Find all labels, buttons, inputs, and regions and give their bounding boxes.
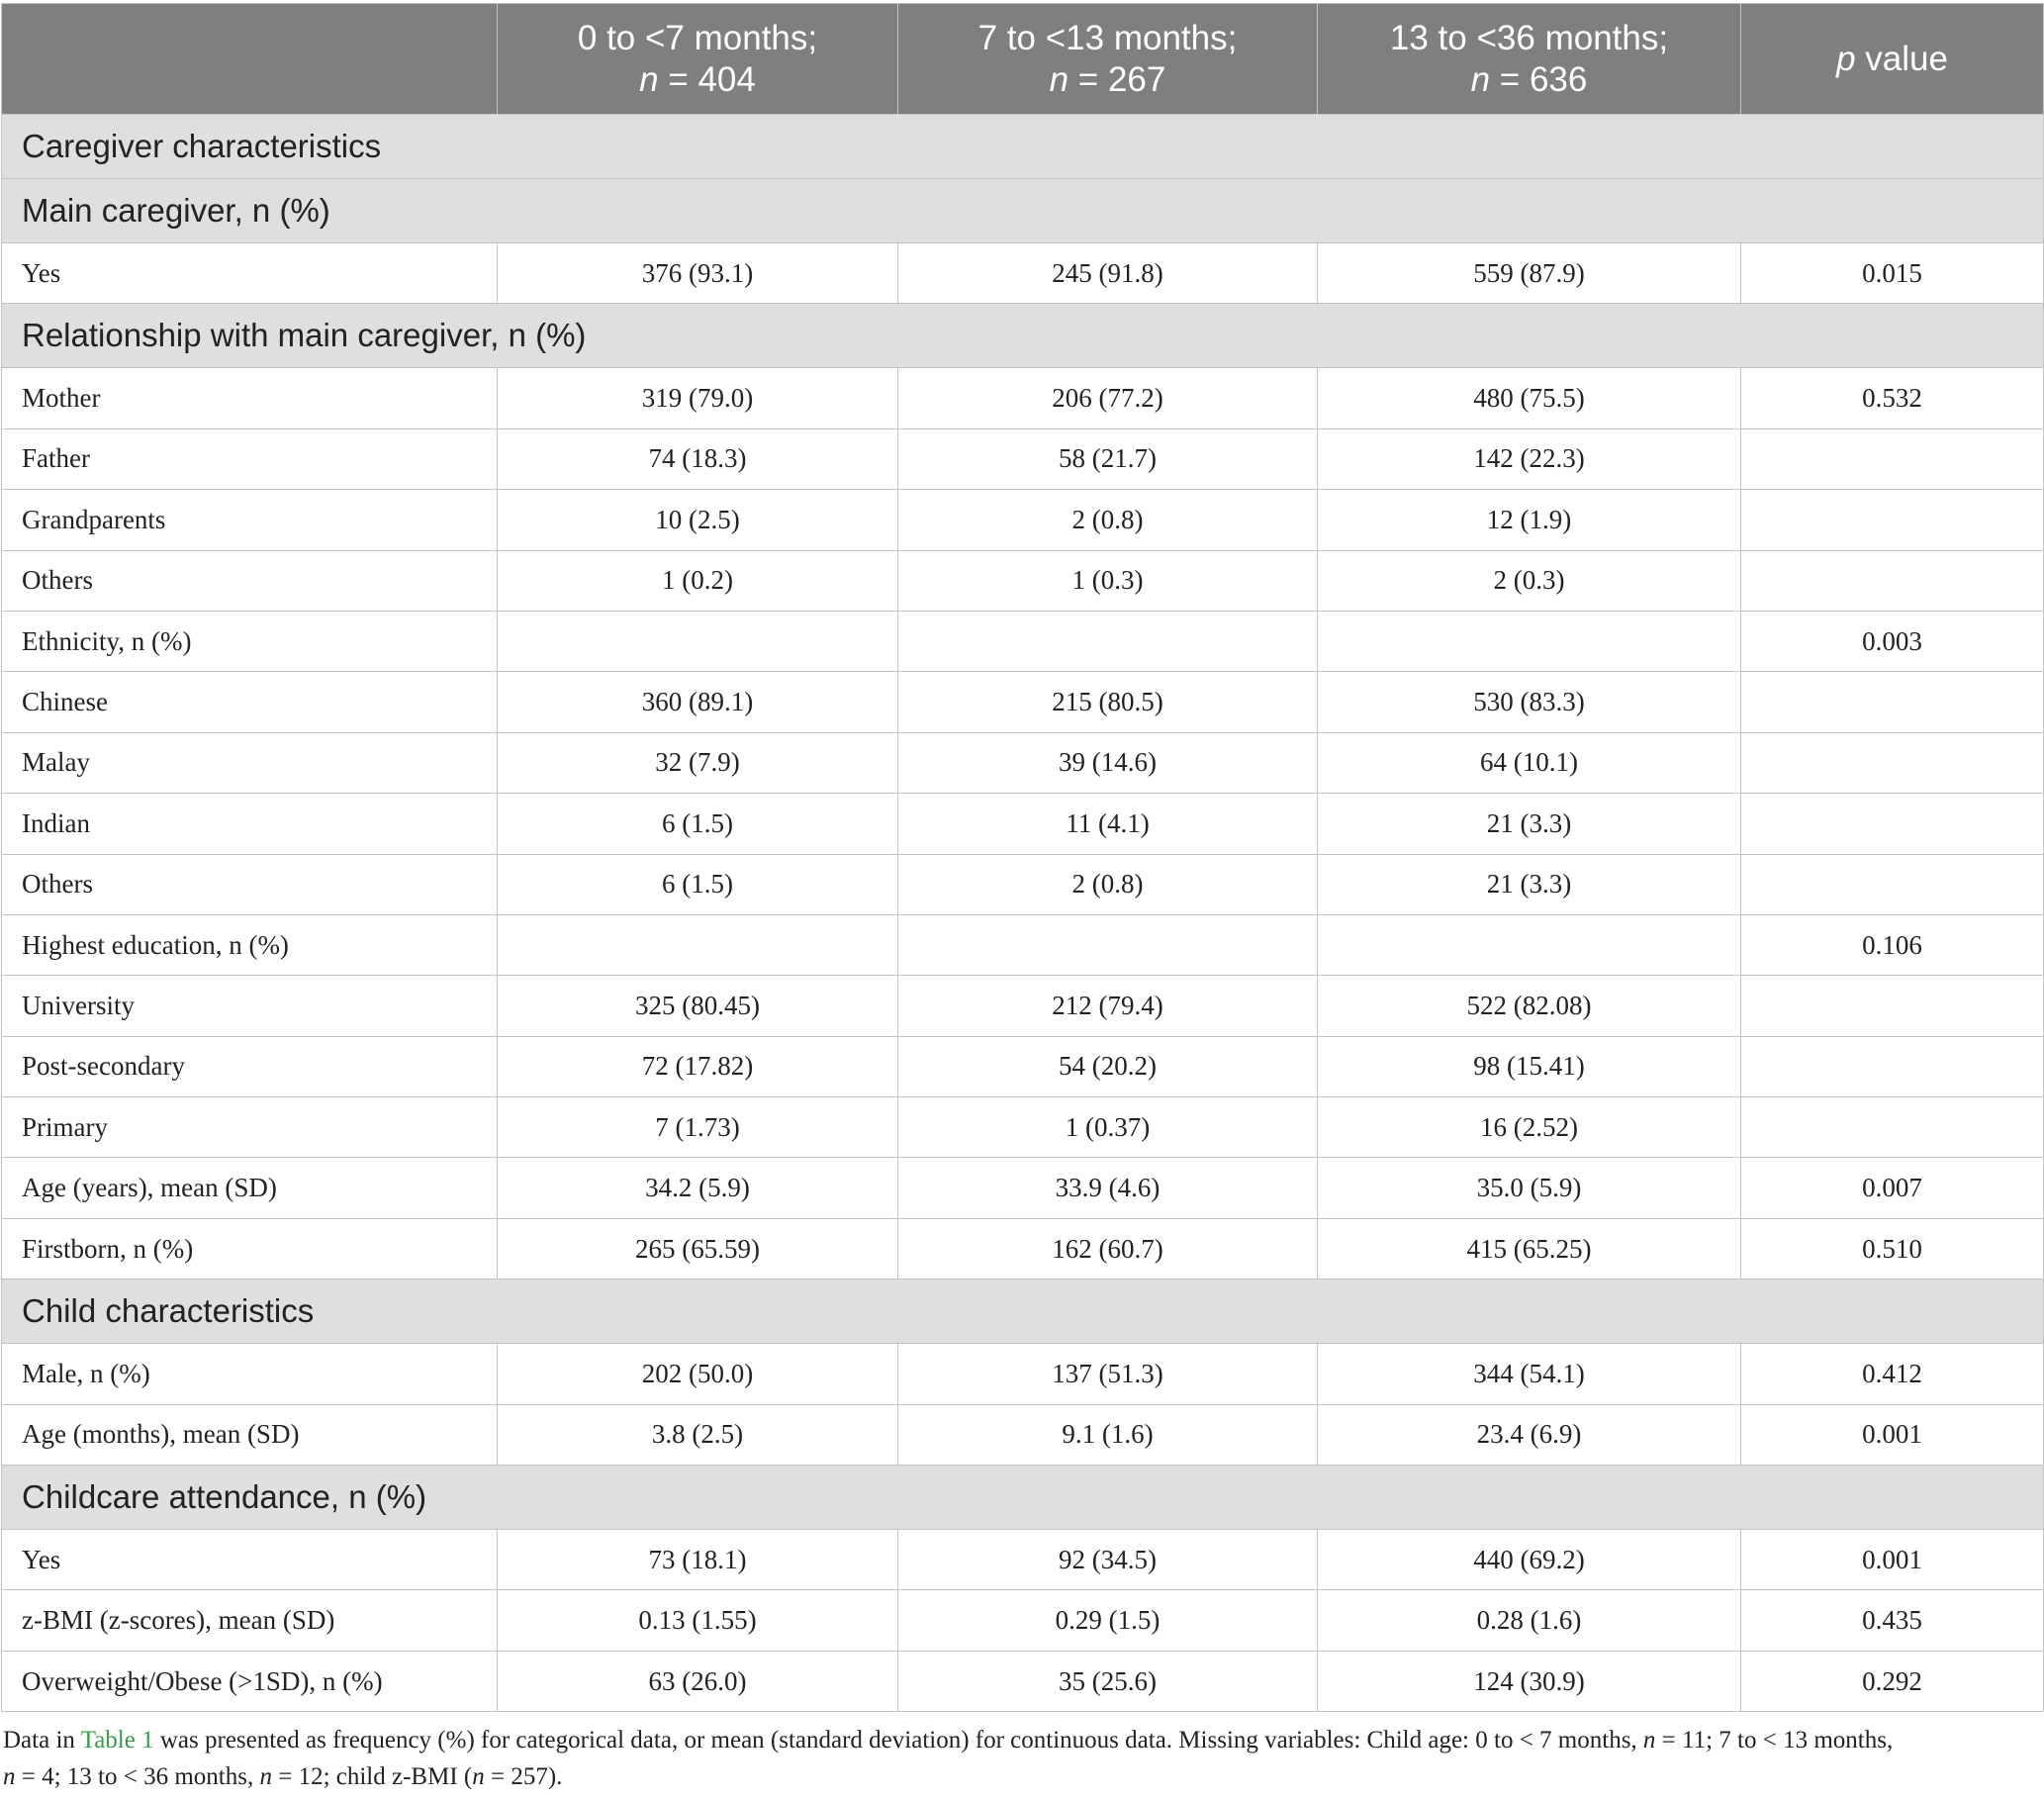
header-col2-range: 7 to <13 months;: [977, 18, 1238, 57]
row-label: Chinese: [2, 672, 498, 732]
cell-7-13-months: 33.9 (4.6): [898, 1158, 1318, 1218]
cell-p-value: 0.001: [1741, 1530, 2044, 1590]
cell-7-13-months: 35 (25.6): [898, 1651, 1318, 1711]
table-row: [2, 1158, 2044, 1218]
cell-7-13-months: 212 (79.4): [898, 976, 1318, 1036]
cell-0-7-months: 7 (1.73): [498, 1097, 898, 1158]
row-label: Ethnicity, n (%): [2, 611, 498, 671]
section-title: Main caregiver, n (%): [2, 179, 2044, 243]
section-title: Child characteristics: [2, 1279, 2044, 1344]
header-col3-n-value: = 636: [1490, 59, 1588, 99]
footnote-n-symbol: n: [259, 1763, 272, 1790]
cell-0-7-months: 202 (50.0): [498, 1344, 898, 1404]
cell-13-36-months: [1318, 611, 1741, 671]
row-label: Mother: [2, 368, 498, 428]
cell-7-13-months: 2 (0.8): [898, 854, 1318, 914]
cell-0-7-months: [498, 914, 898, 975]
header-col-7-13-months: [898, 4, 1318, 115]
section-header-row: [2, 115, 2044, 179]
cell-7-13-months: 1 (0.3): [898, 550, 1318, 611]
table-row: [2, 490, 2044, 550]
cell-13-36-months: 480 (75.5): [1318, 368, 1741, 428]
row-label: Primary: [2, 1097, 498, 1158]
footnote-n-symbol: n: [1642, 1727, 1656, 1753]
cell-13-36-months: 12 (1.9): [1318, 490, 1741, 550]
cell-p-value: [1741, 854, 2044, 914]
table-row: [2, 1036, 2044, 1096]
section-header-row: [2, 179, 2044, 243]
footnote-text: was presented as frequency (%) for categorical data, or mean (standard deviation) for continuous data. Missing variables: Child age: 0 to < 7 months,: [153, 1727, 1643, 1753]
cell-0-7-months: 73 (18.1): [498, 1530, 898, 1590]
footnote-text: = 257).: [484, 1763, 563, 1790]
cell-7-13-months: 137 (51.3): [898, 1344, 1318, 1404]
table-row: [2, 914, 2044, 975]
header-col1-range: 0 to <7 months;: [577, 18, 818, 57]
cell-7-13-months: 92 (34.5): [898, 1530, 1318, 1590]
cell-7-13-months: 58 (21.7): [898, 428, 1318, 489]
table-1-link[interactable]: Table 1: [80, 1727, 154, 1753]
cell-13-36-months: 440 (69.2): [1318, 1530, 1741, 1590]
table-header: [2, 4, 2044, 115]
header-col3-range: 13 to <36 months;: [1389, 18, 1669, 57]
cell-7-13-months: 39 (14.6): [898, 732, 1318, 793]
cell-0-7-months: 6 (1.5): [498, 854, 898, 914]
section-title: Relationship with main caregiver, n (%): [2, 304, 2044, 368]
cell-p-value: 0.106: [1741, 914, 2044, 975]
table-row: [2, 1344, 2044, 1404]
table-row: [2, 550, 2044, 611]
header-label-col: [2, 4, 498, 115]
cell-7-13-months: 9.1 (1.6): [898, 1404, 1318, 1465]
cell-13-36-months: 142 (22.3): [1318, 428, 1741, 489]
footnote-n-symbol: n: [472, 1763, 485, 1790]
row-label: Malay: [2, 732, 498, 793]
footnote-text: = 12; child z-BMI (: [271, 1763, 473, 1790]
cell-0-7-months: 10 (2.5): [498, 490, 898, 550]
table-row: [2, 976, 2044, 1036]
row-label: Age (years), mean (SD): [2, 1158, 498, 1218]
cell-13-36-months: 21 (3.3): [1318, 794, 1741, 854]
cell-0-7-months: 74 (18.3): [498, 428, 898, 489]
header-col2-n-value: = 267: [1068, 59, 1166, 99]
cell-p-value: 0.007: [1741, 1158, 2044, 1218]
cell-0-7-months: 319 (79.0): [498, 368, 898, 428]
cell-p-value: 0.532: [1741, 368, 2044, 428]
table-row: [2, 672, 2044, 732]
section-title: Caregiver characteristics: [2, 115, 2044, 179]
table-row: [2, 368, 2044, 428]
cell-13-36-months: 415 (65.25): [1318, 1218, 1741, 1279]
cell-p-value: 0.510: [1741, 1218, 2044, 1279]
table-row: [2, 1218, 2044, 1279]
row-label: Overweight/Obese (>1SD), n (%): [2, 1651, 498, 1711]
header-col2-n-symbol: n: [1049, 59, 1069, 99]
row-label: Indian: [2, 794, 498, 854]
cell-0-7-months: 72 (17.82): [498, 1036, 898, 1096]
header-p-label: value: [1855, 39, 1948, 78]
cell-p-value: 0.001: [1741, 1404, 2044, 1465]
cell-p-value: [1741, 1097, 2044, 1158]
row-label: Age (months), mean (SD): [2, 1404, 498, 1465]
cell-7-13-months: [898, 611, 1318, 671]
footnote-text: = 4; 13 to < 36 months,: [15, 1763, 260, 1790]
table-row: [2, 1097, 2044, 1158]
cell-13-36-months: 344 (54.1): [1318, 1344, 1741, 1404]
section-header-row: [2, 304, 2044, 368]
cell-13-36-months: 530 (83.3): [1318, 672, 1741, 732]
cell-13-36-months: 64 (10.1): [1318, 732, 1741, 793]
cell-7-13-months: 0.29 (1.5): [898, 1590, 1318, 1651]
cell-0-7-months: 34.2 (5.9): [498, 1158, 898, 1218]
table-row: [2, 854, 2044, 914]
cell-p-value: [1741, 732, 2044, 793]
footnote-n-symbol: n: [3, 1763, 16, 1790]
cell-13-36-months: 124 (30.9): [1318, 1651, 1741, 1711]
cell-13-36-months: 35.0 (5.9): [1318, 1158, 1741, 1218]
footnote-text: = 11; 7 to < 13 months,: [1655, 1727, 1894, 1753]
cell-7-13-months: 2 (0.8): [898, 490, 1318, 550]
cell-p-value: [1741, 1036, 2044, 1096]
cell-7-13-months: 245 (91.8): [898, 243, 1318, 304]
section-header-row: [2, 1279, 2044, 1344]
table-row: [2, 732, 2044, 793]
cell-13-36-months: 559 (87.9): [1318, 243, 1741, 304]
data-table: [1, 3, 2044, 1712]
section-title: Childcare attendance, n (%): [2, 1466, 2044, 1530]
cell-p-value: [1741, 794, 2044, 854]
cell-13-36-months: [1318, 914, 1741, 975]
table-row: [2, 428, 2044, 489]
table-body: [2, 115, 2044, 1712]
header-col-13-36-months: [1318, 4, 1741, 115]
cell-p-value: [1741, 428, 2044, 489]
row-label: Post-secondary: [2, 1036, 498, 1096]
cell-0-7-months: 376 (93.1): [498, 243, 898, 304]
cell-13-36-months: 21 (3.3): [1318, 854, 1741, 914]
cell-p-value: 0.015: [1741, 243, 2044, 304]
cell-0-7-months: 63 (26.0): [498, 1651, 898, 1711]
table-row: [2, 1530, 2044, 1590]
table-row: [2, 611, 2044, 671]
cell-0-7-months: 3.8 (2.5): [498, 1404, 898, 1465]
cell-13-36-months: 2 (0.3): [1318, 550, 1741, 611]
cell-7-13-months: 11 (4.1): [898, 794, 1318, 854]
row-label: z-BMI (z-scores), mean (SD): [2, 1590, 498, 1651]
cell-13-36-months: 16 (2.52): [1318, 1097, 1741, 1158]
cell-7-13-months: 215 (80.5): [898, 672, 1318, 732]
cell-7-13-months: 54 (20.2): [898, 1036, 1318, 1096]
footnote-text: Data in: [3, 1727, 81, 1753]
cell-7-13-months: 162 (60.7): [898, 1218, 1318, 1279]
row-label: Father: [2, 428, 498, 489]
cell-0-7-months: 325 (80.45): [498, 976, 898, 1036]
cell-0-7-months: 0.13 (1.55): [498, 1590, 898, 1651]
table-row: [2, 794, 2044, 854]
table-row: [2, 1404, 2044, 1465]
cell-0-7-months: 1 (0.2): [498, 550, 898, 611]
cell-0-7-months: 360 (89.1): [498, 672, 898, 732]
cell-7-13-months: 1 (0.37): [898, 1097, 1318, 1158]
cell-p-value: [1741, 490, 2044, 550]
row-label: Yes: [2, 1530, 498, 1590]
cell-13-36-months: 522 (82.08): [1318, 976, 1741, 1036]
row-label: University: [2, 976, 498, 1036]
cell-0-7-months: [498, 611, 898, 671]
cell-p-value: 0.412: [1741, 1344, 2044, 1404]
row-label: Yes: [2, 243, 498, 304]
cell-13-36-months: 0.28 (1.6): [1318, 1590, 1741, 1651]
cell-p-value: [1741, 550, 2044, 611]
cell-p-value: 0.003: [1741, 611, 2044, 671]
header-col1-n-value: = 404: [658, 59, 756, 99]
table-row: [2, 1590, 2044, 1651]
header-p-symbol: p: [1836, 39, 1856, 78]
cell-0-7-months: 265 (65.59): [498, 1218, 898, 1279]
cell-0-7-months: 6 (1.5): [498, 794, 898, 854]
table-footnote: [3, 1722, 2041, 1795]
table-row: [2, 243, 2044, 304]
header-col-0-7-months: [498, 4, 898, 115]
row-label: Firstborn, n (%): [2, 1218, 498, 1279]
cell-p-value: 0.292: [1741, 1651, 2044, 1711]
section-header-row: [2, 1466, 2044, 1530]
cell-p-value: [1741, 976, 2044, 1036]
cell-13-36-months: 23.4 (6.9): [1318, 1404, 1741, 1465]
row-label: Grandparents: [2, 490, 498, 550]
table-row: [2, 1651, 2044, 1711]
cell-13-36-months: 98 (15.41): [1318, 1036, 1741, 1096]
header-col-p-value: [1741, 4, 2044, 115]
cell-p-value: 0.435: [1741, 1590, 2044, 1651]
cell-p-value: [1741, 672, 2044, 732]
row-label: Others: [2, 550, 498, 611]
cell-7-13-months: [898, 914, 1318, 975]
row-label: Others: [2, 854, 498, 914]
row-label: Male, n (%): [2, 1344, 498, 1404]
row-label: Highest education, n (%): [2, 914, 498, 975]
header-col1-n-symbol: n: [639, 59, 659, 99]
cell-0-7-months: 32 (7.9): [498, 732, 898, 793]
header-col3-n-symbol: n: [1470, 59, 1491, 99]
cell-7-13-months: 206 (77.2): [898, 368, 1318, 428]
